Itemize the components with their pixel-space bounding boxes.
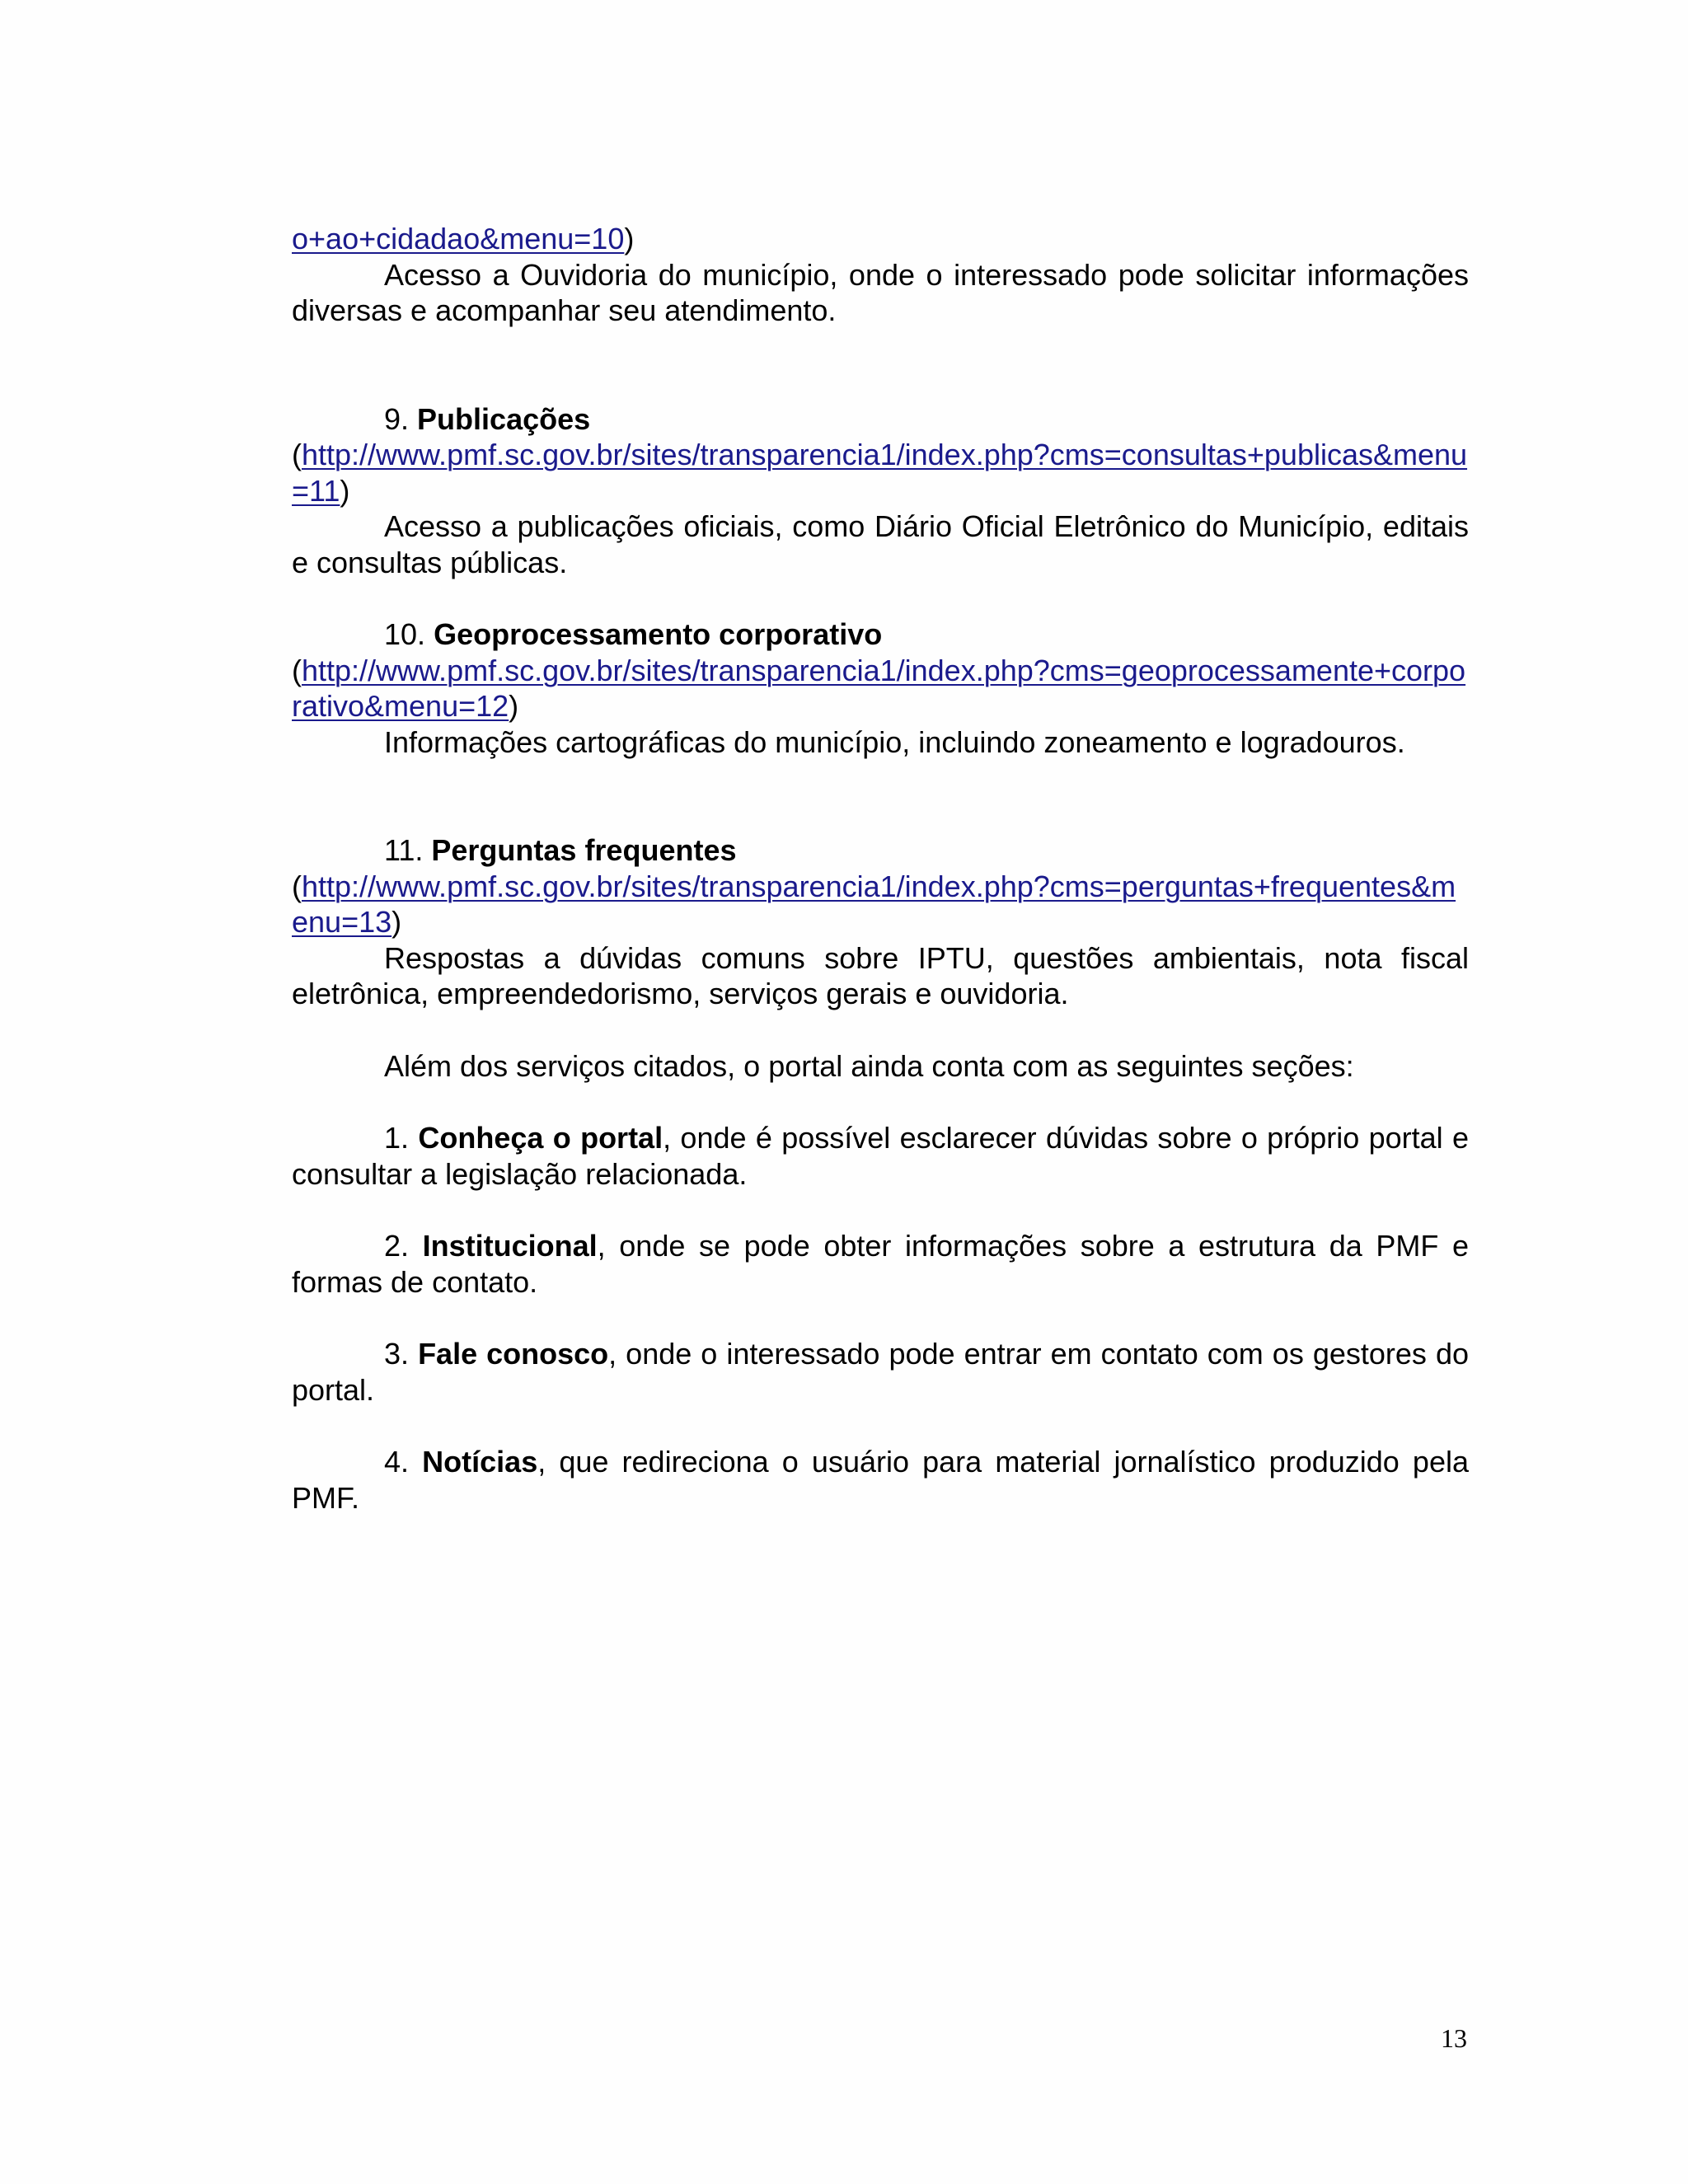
section-text: , onde o interessado pode entrar em contato com os gestores do portal. — [292, 1337, 1469, 1407]
section-number: 4. — [384, 1445, 410, 1479]
section-number: 3. — [384, 1337, 410, 1371]
geoprocessamento-link[interactable]: http://www.pmf.sc.gov.br/sites/transparencia1/index.php?cms=geoprocessamente+corporativo&menu=12 — [292, 653, 1466, 723]
item-description: Informações cartográficas do município, incluindo zoneamento e logradouros. — [384, 724, 1405, 759]
item-heading — [292, 832, 1469, 869]
section-fale-conosco — [292, 1336, 1469, 1408]
section-noticias — [292, 1444, 1469, 1516]
item-url-line — [292, 653, 1469, 724]
item-url-line — [292, 437, 1469, 509]
item-heading — [292, 401, 1469, 438]
spacer — [292, 1300, 1469, 1336]
item-8-url-continuation — [292, 221, 1469, 257]
item-heading — [292, 616, 1469, 653]
spacer — [292, 580, 1469, 616]
section-title: Notícias — [422, 1445, 538, 1479]
item-title: Geoprocessamento corporativo — [434, 617, 883, 651]
item-title: Perguntas frequentes — [431, 833, 737, 867]
list-item-publicacoes — [292, 401, 1469, 581]
spacer — [292, 329, 1469, 401]
spacer — [292, 1192, 1469, 1228]
sections-intro: Além dos serviços citados, o portal ainda conta com as seguintes seções: — [384, 1048, 1354, 1083]
spacer — [292, 760, 1469, 832]
list-item-geoprocessamento — [292, 616, 1469, 760]
item-8-description: Acesso a Ouvidoria do município, onde o interessado pode solicitar informações diversas e acompanhar seu atendimento. — [292, 257, 1469, 327]
section-title: Institucional — [422, 1229, 598, 1263]
open-paren: ( — [292, 438, 302, 471]
section-title: Conheça o portal — [418, 1121, 663, 1155]
closing-paren: ) — [624, 222, 635, 255]
spacer — [292, 1012, 1469, 1048]
item-8-link[interactable]: o+ao+cidadao&menu=10 — [292, 222, 625, 255]
section-text: , que redireciona o usuário para material jornalístico produzido pela PMF. — [292, 1445, 1469, 1515]
section-number: 2. — [384, 1229, 410, 1263]
close-paren: ) — [509, 689, 519, 723]
section-title: Fale conosco — [418, 1337, 609, 1371]
section-text: , onde é possível esclarecer dúvidas sobre o próprio portal e consultar a legislação relacionada. — [292, 1121, 1469, 1191]
item-number: 11. — [384, 833, 424, 867]
item-number: 10. — [384, 617, 426, 651]
document-page — [292, 221, 1469, 1516]
perguntas-frequentes-link[interactable]: http://www.pmf.sc.gov.br/sites/transparencia1/index.php?cms=perguntas+frequentes&menu=13 — [292, 869, 1456, 939]
open-paren: ( — [292, 869, 302, 903]
item-description: Acesso a publicações oficiais, como Diário Oficial Eletrônico do Município, editais e consultas públicas. — [292, 509, 1469, 579]
spacer — [292, 1408, 1469, 1444]
spacer — [292, 1084, 1469, 1120]
close-paren: ) — [392, 905, 402, 939]
open-paren: ( — [292, 653, 302, 687]
section-institucional — [292, 1228, 1469, 1300]
item-number: 9. — [384, 401, 410, 436]
page-number: 13 — [1441, 2023, 1467, 2053]
item-url-line — [292, 869, 1469, 940]
list-item-perguntas-frequentes — [292, 832, 1469, 1012]
section-text: , onde se pode obter informações sobre a estrutura da PMF e formas de contato. — [292, 1229, 1469, 1299]
section-conheca-o-portal — [292, 1120, 1469, 1192]
section-number: 1. — [384, 1121, 410, 1155]
item-title: Publicações — [417, 401, 591, 436]
publicacoes-link[interactable]: http://www.pmf.sc.gov.br/sites/transparencia1/index.php?cms=consultas+publicas&menu=11 — [292, 438, 1468, 508]
close-paren: ) — [340, 473, 350, 508]
item-description: Respostas a dúvidas comuns sobre IPTU, questões ambientais, nota fiscal eletrônica, empreendedorismo, serviços gerais e ouvidoria. — [292, 940, 1469, 1010]
